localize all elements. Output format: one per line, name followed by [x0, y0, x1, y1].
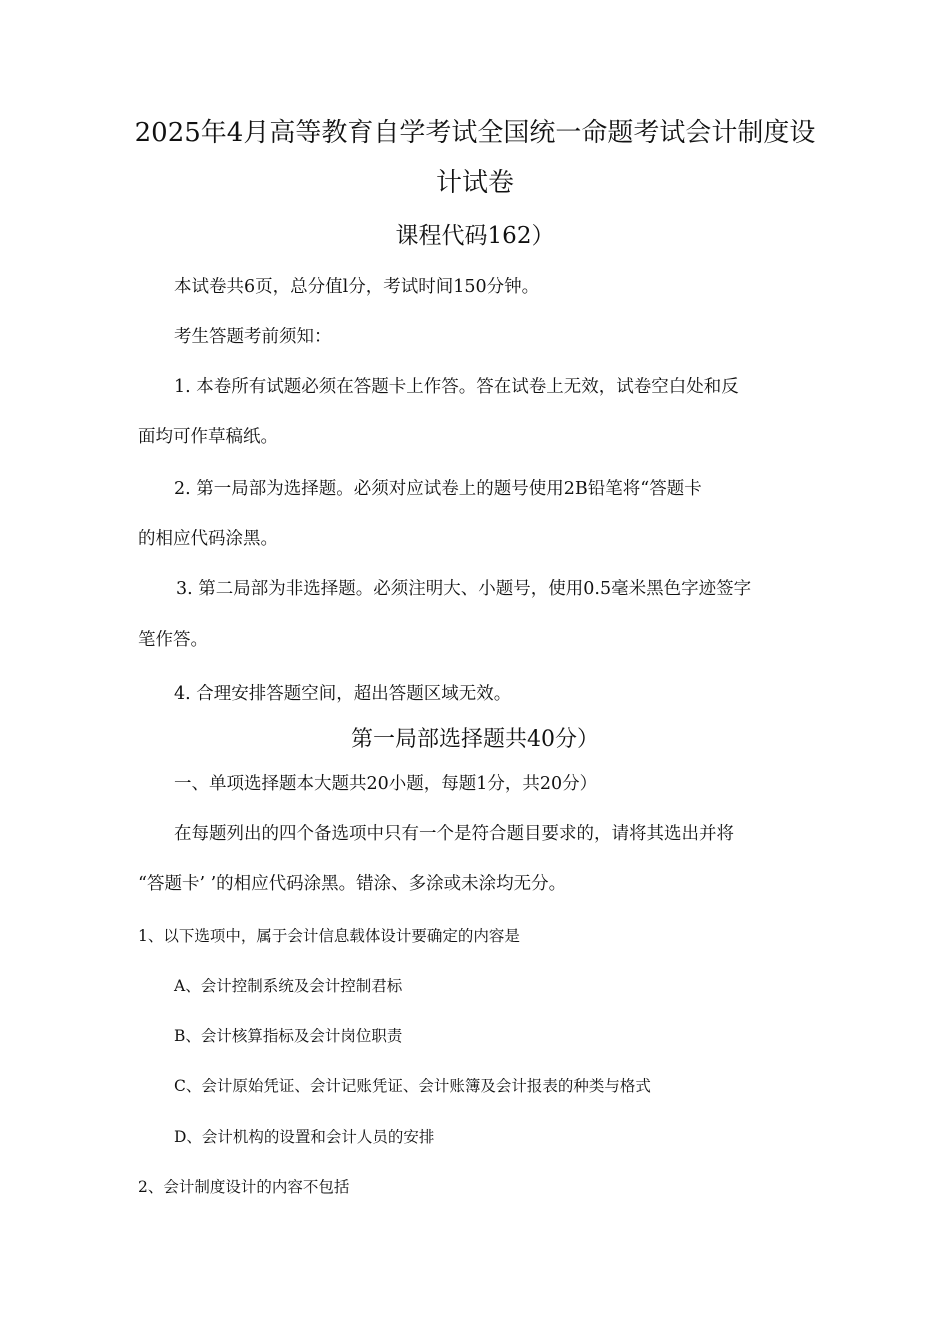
question-1-option-a: A、会计控制系统及会计控制君标: [174, 977, 403, 995]
section-1-heading: 一、单项选择题本大题共20小题，每题1分，共20分）: [174, 774, 598, 794]
document-title-line-2: 计试卷: [435, 168, 514, 198]
notice-1-line-1: 1. 本卷所有试题必须在答题卡上作答。答在试卷上无效，试卷空白处和反: [174, 377, 739, 397]
course-code: 课程代码162）: [395, 223, 555, 249]
notice-3-line-2: 笔作答。: [138, 630, 208, 650]
question-1-text: 1、以下选项中，属于会计信息载体设计要确定的内容是: [138, 927, 520, 945]
question-2-text: 2、会计制度设计的内容不包括: [138, 1178, 350, 1196]
question-1-option-b: B、会计核算指标及会计岗位职责: [174, 1027, 403, 1045]
notice-2-line-2: 的相应代码涂黑。: [138, 529, 278, 549]
instruction-line-1: 在每题列出的四个备选项中只有一个是符合题目要求的，请将其选出并将: [174, 824, 734, 844]
notice-4-line-1: 4. 合理安排答题空间，超出答题区域无效。: [174, 684, 512, 704]
notice-2-line-1: 2. 第一局部为选择题。必须对应试卷上的题号使用2B铅笔将“答题卡: [174, 479, 702, 499]
document-title-line-1: 2025年4月高等教育自学考试全国统一命题考试会计制度设: [134, 118, 816, 148]
question-1-option-c: C、会计原始凭证、会计记账凭证、会计账簿及会计报表的种类与格式: [174, 1077, 651, 1095]
notice-3-line-1: 3. 第二局部为非选择题。必须注明大、小题号，使用0.5毫米黑色字迹签字: [176, 579, 752, 599]
notice-heading: 考生答题考前须知：: [174, 327, 332, 347]
exam-intro: 本试卷共6页，总分值l分，考试时间150分钟。: [174, 277, 540, 297]
instruction-line-2: “答题卡’ ’的相应代码涂黑。错涂、多涂或未涂均无分。: [138, 874, 567, 894]
part-1-heading: 第一局部选择题共40分）: [351, 727, 599, 752]
question-1-option-d: D、会计机构的设置和会计人员的安排: [174, 1128, 435, 1146]
notice-1-line-2: 面均可作草稿纸。: [138, 427, 278, 447]
